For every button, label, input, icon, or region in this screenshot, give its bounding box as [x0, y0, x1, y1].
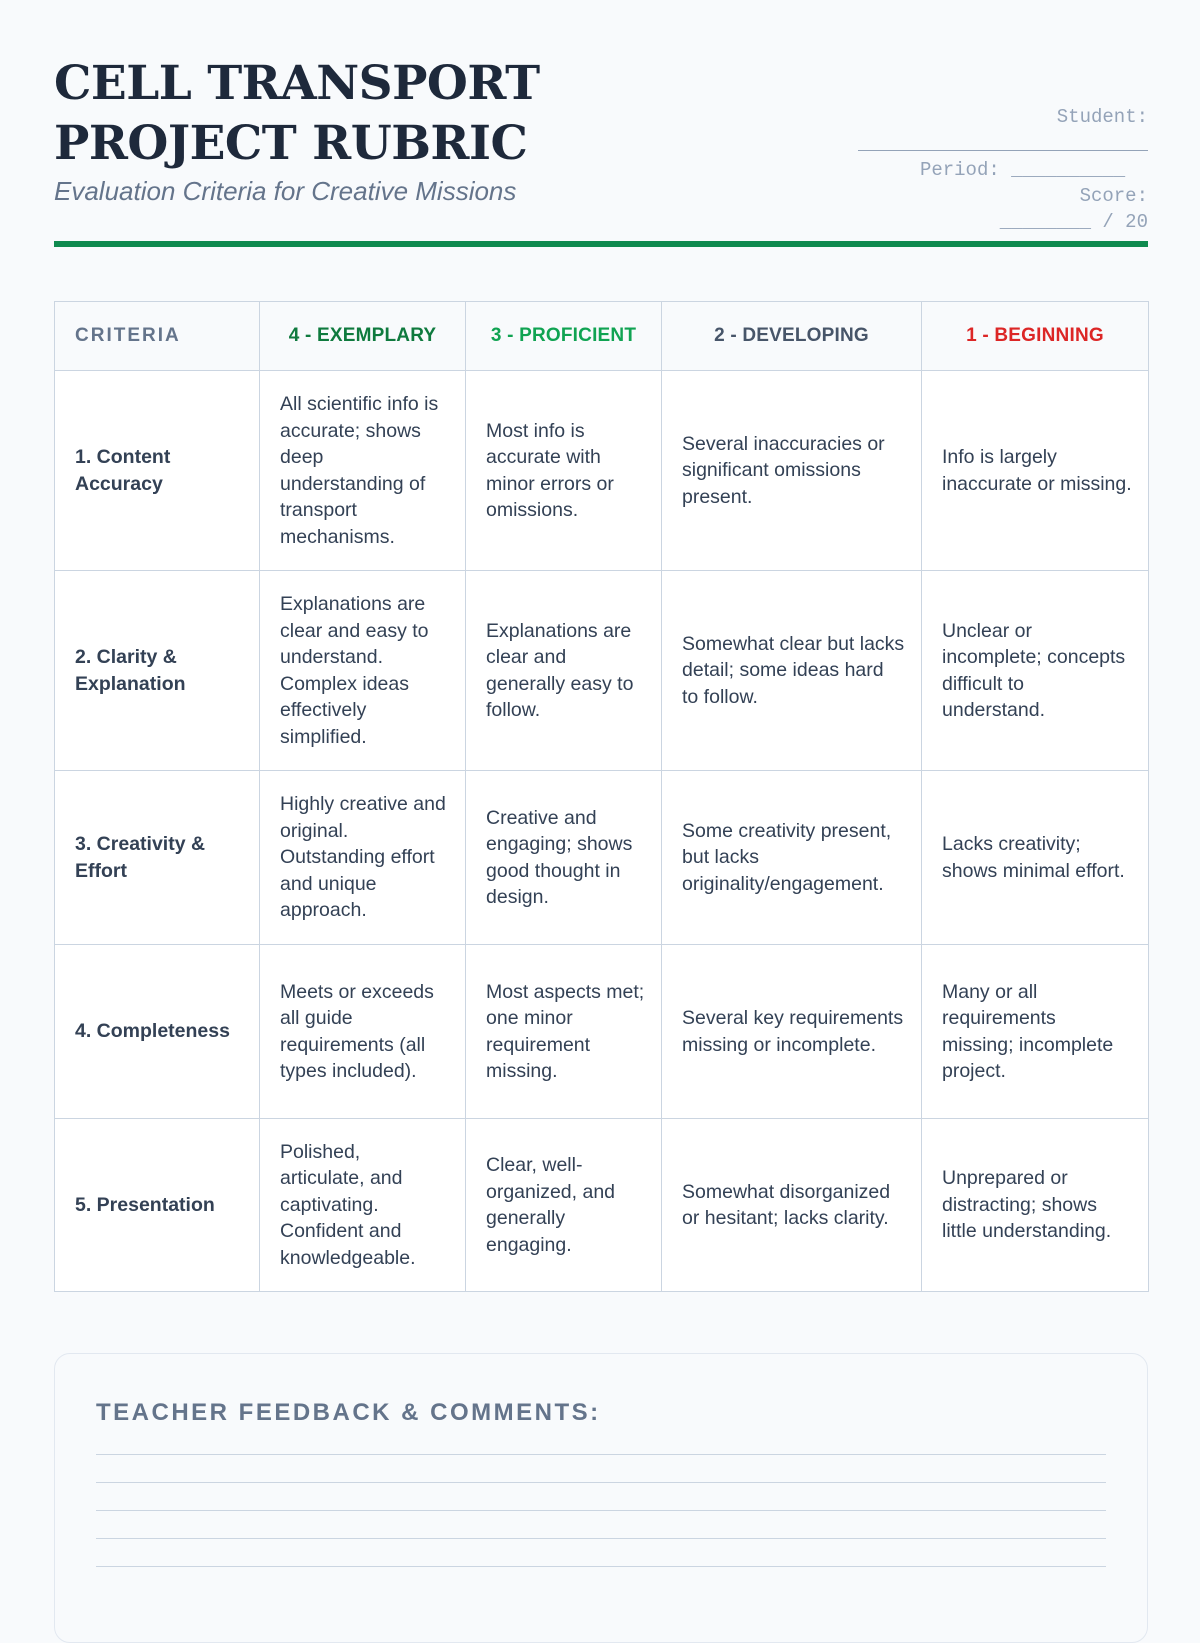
- rubric-page: [54, 0, 1148, 1426]
- table-row: [55, 571, 1149, 771]
- student-label: Student:: [1056, 106, 1148, 128]
- score-total[interactable]: ________ / 20: [999, 211, 1148, 233]
- header-developing: 2 - DEVELOPING: [662, 302, 922, 371]
- table-row: [55, 371, 1149, 571]
- feedback-line[interactable]: [96, 1454, 1106, 1455]
- beginning-cell: Lacks creativity; shows minimal effort.: [922, 771, 1149, 945]
- table-row: [55, 771, 1149, 945]
- developing-cell: Somewhat clear but lacks detail; some ideas hard to follow.: [662, 571, 922, 771]
- proficient-cell: Most aspects met; one minor requirement missing.: [466, 945, 662, 1119]
- header-exemplary: 4 - EXEMPLARY: [260, 302, 466, 371]
- table-row: [55, 945, 1149, 1119]
- feedback-line[interactable]: [96, 1510, 1106, 1511]
- proficient-cell: Most info is accurate with minor errors or omissions.: [466, 371, 662, 571]
- header-proficient: 3 - PROFICIENT: [466, 302, 662, 371]
- proficient-cell: Creative and engaging; shows good thought in design.: [466, 771, 662, 945]
- criterion-cell: 4. Completeness: [55, 945, 260, 1119]
- exemplary-cell: Meets or exceeds all guide requirements (all types included).: [260, 945, 466, 1119]
- beginning-cell: Many or all requirements missing; incomplete project.: [922, 945, 1149, 1119]
- beginning-cell: Unprepared or distracting; shows little understanding.: [922, 1119, 1149, 1292]
- feedback-line[interactable]: [96, 1482, 1106, 1483]
- developing-cell: Somewhat disorganized or hesitant; lacks clarity.: [662, 1119, 922, 1292]
- rubric-header-row: [55, 302, 1149, 371]
- score-label: Score:: [1079, 185, 1148, 207]
- feedback-line[interactable]: [96, 1566, 1106, 1567]
- header-beginning: 1 - BEGINNING: [922, 302, 1149, 371]
- exemplary-cell: Explanations are clear and easy to understand. Complex ideas effectively simplified.: [260, 571, 466, 771]
- header-criteria: CRITERIA: [55, 302, 260, 371]
- header: [54, 0, 1148, 248]
- student-name-field[interactable]: [858, 132, 1148, 151]
- feedback-line[interactable]: [96, 1538, 1106, 1539]
- criterion-cell: 3. Creativity & Effort: [55, 771, 260, 945]
- beginning-cell: Info is largely inaccurate or missing.: [922, 371, 1149, 571]
- student-info-block: [848, 104, 1148, 235]
- criterion-cell: 1. Content Accuracy: [55, 371, 260, 571]
- proficient-cell: Clear, well-organized, and generally engaging.: [466, 1119, 662, 1292]
- page-subtitle: Evaluation Criteria for Creative Missions: [54, 176, 517, 206]
- period-score-line: [848, 157, 1148, 209]
- developing-cell: Several key requirements missing or incomplete.: [662, 945, 922, 1119]
- exemplary-cell: All scientific info is accurate; shows deep understanding of transport mechanisms.: [260, 371, 466, 571]
- page-title: CELL TRANSPORT PROJECT RUBRIC: [54, 56, 540, 171]
- rubric-table: [54, 301, 1149, 1292]
- developing-cell: Several inaccuracies or significant omissions present.: [662, 371, 922, 571]
- exemplary-cell: Highly creative and original. Outstanding effort and unique approach.: [260, 771, 466, 945]
- proficient-cell: Explanations are clear and generally easy to follow.: [466, 571, 662, 771]
- feedback-title: TEACHER FEEDBACK & COMMENTS:: [96, 1399, 601, 1426]
- exemplary-cell: Polished, articulate, and captivating. Confident and knowledgeable.: [260, 1119, 466, 1292]
- criterion-cell: 5. Presentation: [55, 1119, 260, 1292]
- table-row: [55, 1119, 1149, 1292]
- criterion-cell: 2. Clarity & Explanation: [55, 571, 260, 771]
- developing-cell: Some creativity present, but lacks originality/engagement.: [662, 771, 922, 945]
- period-label[interactable]: Period: __________: [919, 159, 1126, 181]
- beginning-cell: Unclear or incomplete; concepts difficult to understand.: [922, 571, 1149, 771]
- header-divider: [54, 241, 1148, 247]
